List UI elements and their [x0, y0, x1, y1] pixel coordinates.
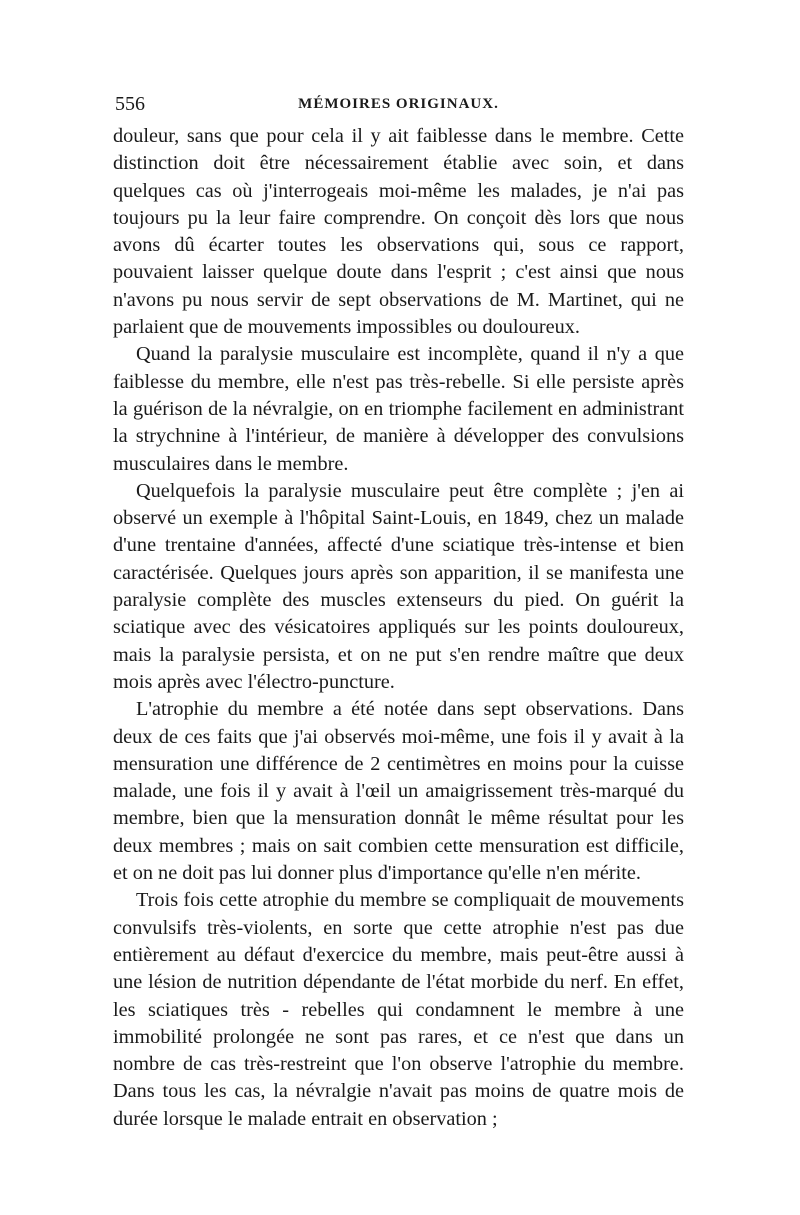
body-text — [113, 123, 684, 1133]
running-title: MÉMOIRES ORIGINAUX. — [298, 96, 499, 112]
paragraph-incomplete-paralysis: Quand la paralysie musculaire est incomplète, quand il n'y a que faiblesse du membre, elle n'est pas très-rebelle. Si elle persiste après la guérison de la névralgie, on en triomphe facilement en administrant la strychnine à l'intérieur, de manière à développer des convulsions musculaires dans le membre. — [113, 343, 684, 475]
paragraph-atrophy: L'atrophie du membre a été notée dans sept observations. Dans deux de ces faits que j'ai observés moi-même, une fois il y avait à la mensuration une différence de 2 centimètres en moins pour la cuisse malade, une fois il y avait à l'œil un amaigrissement très-marqué du membre, bien que la mensuration donnât le même résultat pour les deux membres ; mais on sait combien cette mensuration est difficile, et on ne doit pas lui donner plus d'importance qu'elle n'en mérite. — [113, 698, 684, 885]
running-head — [113, 92, 684, 116]
page-number: 556 — [115, 93, 145, 115]
book-page — [113, 92, 684, 1133]
paragraph-convulsive-movements: Trois fois cette atrophie du membre se compliquait de mouvements convulsifs très-violents, en sorte que cette atrophie n'est pas due entièrement au défaut d'exercice du membre, mais peut-être aussi à une lésion de nutrition dépendante de l'état morbide du nerf. En effet, les sciatiques très - rebelles qui condamnent le membre à une immobilité prolongée ne sont pas rares, et ce n'est que dans un nombre de cas très-restreint que l'on observe l'atrophie du membre. Dans tous les cas, la névralgie n'avait pas moins de quatre mois de durée lorsque le malade entrait en observation ; — [113, 889, 684, 1130]
paragraph-continuation: douleur, sans que pour cela il y ait faiblesse dans le membre. Cette distinction doit être nécessairement établie avec soin, et dans quelques cas où j'interrogeais moi-même les malades, je n'ai pas toujours pu la leur faire comprendre. On conçoit dès lors que nous avons dû écarter toutes les observations qui, sous ce rapport, pouvaient laisser quelque doute dans l'esprit ; c'est ainsi que nous n'avons pu nous servir de sept observations de M. Martinet, qui ne parlaient que de mouvements impossibles ou douloureux. — [113, 125, 684, 339]
paragraph-complete-paralysis: Quelquefois la paralysie musculaire peut être complète ; j'en ai observé un exemple à l'hôpital Saint-Louis, en 1849, chez un malade d'une trentaine d'années, affecté d'une sciatique très-intense et bien caractérisée. Quelques jours après son apparition, il se manifesta une paralysie complète des muscles extenseurs du pied. On guérit la sciatique avec des vésicatoires appliqués sur les points douloureux, mais la paralysie persista, et on ne put s'en rendre maître que deux mois après avec l'électro-puncture. — [113, 479, 684, 693]
